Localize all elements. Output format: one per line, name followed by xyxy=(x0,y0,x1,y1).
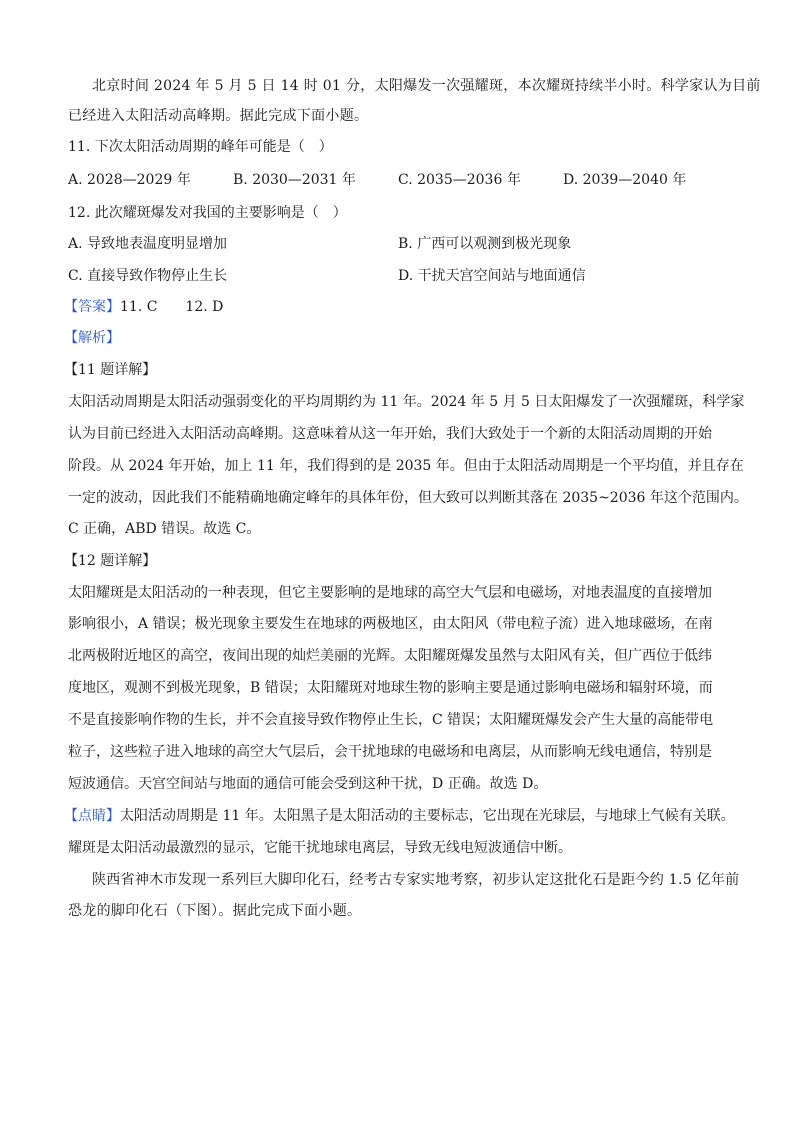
detail-11-line-5: C 正确，ABD 错误。故选 C。 xyxy=(68,521,261,537)
answer-label: 【答案】 xyxy=(64,299,120,315)
answer-line xyxy=(64,297,223,317)
question-11-option-c: C. 2035—2036 年 xyxy=(398,172,521,188)
detail-11-line-1: 太阳活动周期是太阳活动强弱变化的平均周期约为 11 年。2024 年 5 月 5 日太阳爆发了一次强耀斑，科学家 xyxy=(68,394,745,410)
detail-11-line-2: 认为目前已经进入太阳活动高峰期。这意味着从这一年开始，我们大致处于一个新的太阳活动周期的开始 xyxy=(68,426,712,442)
intro2-paragraph-line-1: 陕西省神木市发现一系列巨大脚印化石，经考古专家实地考察，初步认定这批化石是距今约 1.5 亿年前 xyxy=(92,872,740,888)
detail-12-line-3: 北两极附近地区的高空，夜间出现的灿烂美丽的光辉。太阳耀斑爆发虽然与太阳风有关，但广西位于低纬 xyxy=(68,648,712,664)
detail-12-line-4: 度地区，观测不到极光现象，B 错误；太阳耀斑对地球生物的影响主要是通过影响电磁场和辐射环境，而 xyxy=(68,680,713,696)
tip-line-2: 耀斑是太阳活动最激烈的显示，它能干扰地球电离层，导致无线电短波通信中断。 xyxy=(68,840,572,856)
detail-12-line-6: 粒子，这些粒子进入地球的高空大气层后，会干扰地球的电磁场和电离层，从而影响无线电通信，特别是 xyxy=(68,744,712,760)
question-12-option-b: B. 广西可以观测到极光现象 xyxy=(398,236,572,252)
analysis-label: 【解析】 xyxy=(64,330,120,346)
detail-11-line-3: 阶段。从 2024 年开始，加上 11 年，我们得到的是 2035 年。但由于太阳活动周期是一个平均值，并且存在 xyxy=(68,458,744,474)
question-11-stem: 11. 下次太阳活动周期的峰年可能是（ ） xyxy=(68,139,333,155)
question-12-option-a: A. 导致地表温度明显增加 xyxy=(68,236,228,252)
detail-11-line-4: 一定的波动，因此我们不能精确地确定峰年的具体年份，但大致可以判断其落在 2035~2036 年这个范围内。 xyxy=(68,490,748,506)
tip-line-1 xyxy=(64,806,735,826)
question-11-option-a: A. 2028—2029 年 xyxy=(68,172,191,188)
question-12-option-d: D. 干扰天宫空间站与地面通信 xyxy=(398,268,586,284)
detail-12-line-7: 短波通信。天宫空间站与地面的通信可能会受到这种干扰，D 正确。故选 D。 xyxy=(68,776,548,792)
question-11-option-d: D. 2039—2040 年 xyxy=(563,172,687,188)
tip-label: 【点睛】 xyxy=(64,808,120,824)
detail-12-line-2: 影响很小，A 错误；极光现象主要发生在地球的两极地区，由太阳风（带电粒子流）进入地球磁场，在南 xyxy=(68,616,713,632)
detail-11-title: 【11 题详解】 xyxy=(64,362,157,378)
detail-12-line-5: 不是直接影响作物的生长，并不会直接导致作物停止生长，C 错误；太阳耀斑爆发会产生大量的高能带电 xyxy=(68,712,714,728)
intro-paragraph-line-2: 已经进入太阳活动高峰期。据此完成下面小题。 xyxy=(68,108,369,124)
tip-text-1: 太阳活动周期是 11 年。太阳黑子是太阳活动的主要标志，它出现在光球层，与地球上气候有关联。 xyxy=(120,808,735,824)
question-12-option-c: C. 直接导致作物停止生长 xyxy=(68,268,228,284)
answer-value: 11. C 12. D xyxy=(120,299,224,315)
intro-paragraph-line-1: 北京时间 2024 年 5 月 5 日 14 时 01 分，太阳爆发一次强耀斑，本次耀斑持续半小时。科学家认为目前 xyxy=(92,78,761,94)
detail-12-line-1: 太阳耀斑是太阳活动的一种表现，但它主要影响的是地球的高空大气层和电磁场，对地表温度的直接增加 xyxy=(68,585,712,601)
detail-12-title: 【12 题详解】 xyxy=(64,553,157,569)
question-11-option-b: B. 2030—2031 年 xyxy=(233,172,356,188)
intro2-paragraph-line-2: 恐龙的脚印化石（下图）。据此完成下面小题。 xyxy=(68,903,362,919)
question-12-stem: 12. 此次耀斑爆发对我国的主要影响是（ ） xyxy=(68,205,347,221)
